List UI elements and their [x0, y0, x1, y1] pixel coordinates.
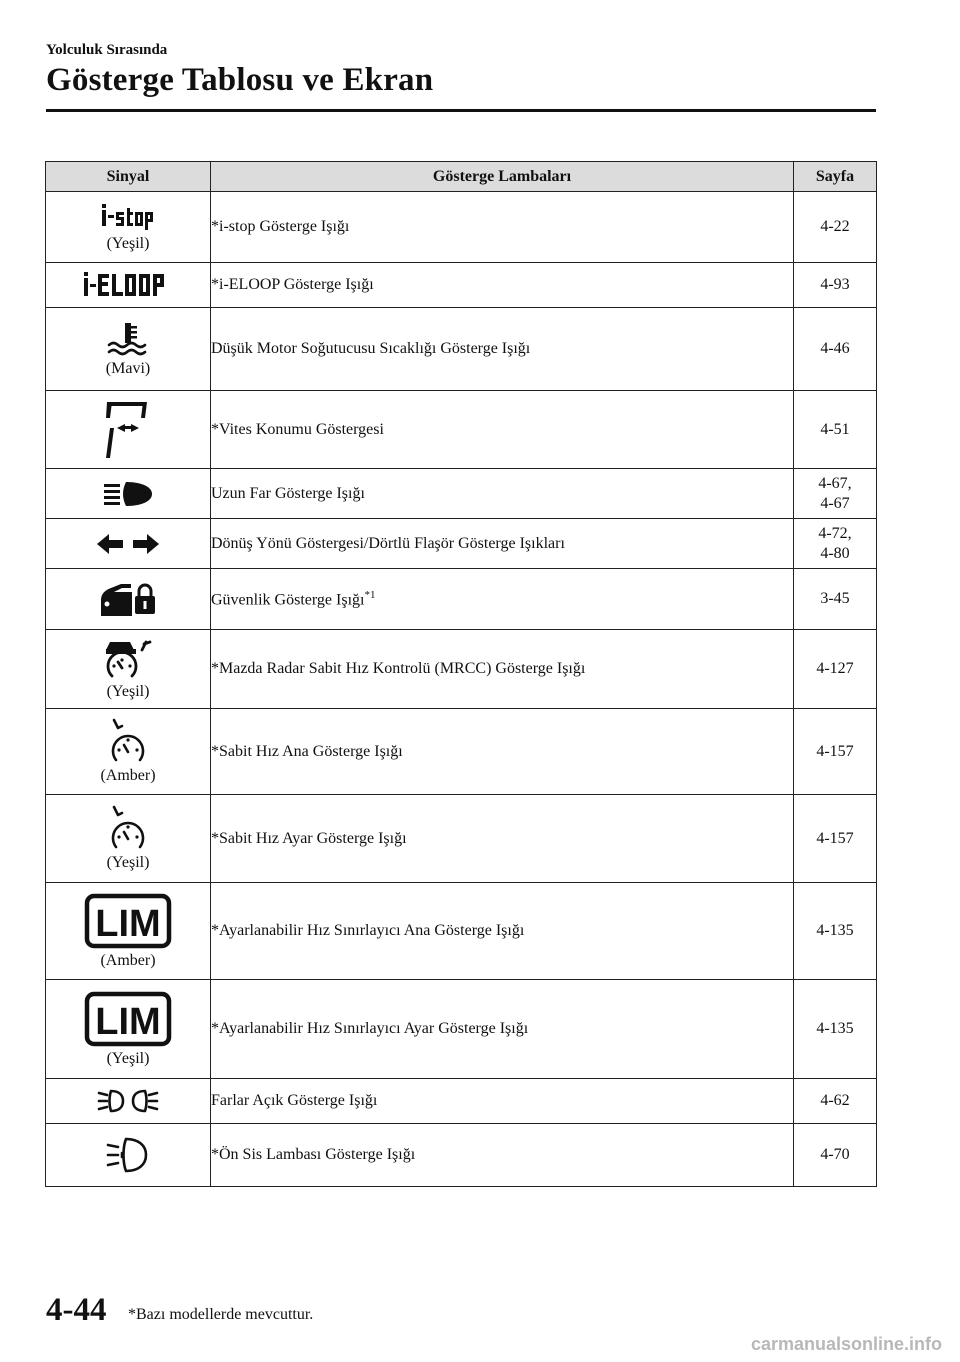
page-ref-value: 4-157 [816, 742, 854, 760]
page-ref-value: 4-62 [820, 1092, 850, 1109]
indicator-name: *Vites Konumu Göstergesi [211, 391, 794, 469]
turn-signal-icon [95, 531, 161, 557]
security-icon [97, 580, 159, 618]
table-row [46, 709, 877, 795]
table-row [46, 469, 877, 519]
indicator-name: *Ayarlanabilir Hız Sınırlayıcı Ayar Gösterge Işığı [211, 980, 794, 1079]
indicator-name: Farlar Açık Gösterge Işığı [211, 1079, 794, 1124]
table-row [46, 391, 877, 469]
gear-position-icon [103, 398, 153, 462]
signal-cell [46, 980, 211, 1079]
table-header-row [46, 162, 877, 192]
table-row [46, 569, 877, 630]
table-row [46, 192, 877, 263]
signal-cell [46, 192, 211, 263]
signal-cell [46, 883, 211, 980]
page-ref-value: 4-51 [820, 420, 850, 438]
column-header-page: Sayfa [794, 162, 877, 192]
page-ref [794, 308, 877, 391]
table-row [46, 1124, 877, 1187]
table-row [46, 883, 877, 980]
page-ref [794, 192, 877, 263]
page-ref [794, 1124, 877, 1187]
color-note: (Yeşil) [106, 682, 150, 700]
indicator-name: Uzun Far Gösterge Işığı [211, 469, 794, 519]
page-ref [794, 469, 877, 519]
page-ref [794, 391, 877, 469]
indicator-name: Dönüş Yönü Göstergesi/Dörtlü Flaşör Gösterge Işıkları [211, 519, 794, 569]
page-ref-value: 4-80 [820, 544, 850, 562]
page-number: 4-44 [46, 1292, 107, 1328]
i-stop-icon [100, 202, 156, 232]
signal-cell [46, 469, 211, 519]
indicator-name: *Ayarlanabilir Hız Sınırlayıcı Ana Gösterge Işığı [211, 883, 794, 980]
lim-main-icon [84, 893, 172, 949]
page-ref-value: 4-72, [818, 524, 852, 542]
front-fog-icon [106, 1135, 150, 1175]
signal-cell [46, 1124, 211, 1187]
page-ref [794, 1079, 877, 1124]
indicator-table [45, 161, 877, 1187]
signal-cell [46, 795, 211, 883]
signal-cell [46, 630, 211, 709]
signal-cell [46, 263, 211, 308]
color-note: (Amber) [100, 951, 156, 969]
lim-label: LIM [95, 902, 161, 945]
page-ref-value: 4-70 [820, 1146, 850, 1163]
page-ref [794, 883, 877, 980]
page-ref [794, 519, 877, 569]
page-ref [794, 630, 877, 709]
indicator-name: *i-stop Gösterge Işığı [211, 192, 794, 263]
indicator-name: *Mazda Radar Sabit Hız Kontrolü (MRCC) Gösterge Işığı [211, 630, 794, 709]
page-ref [794, 795, 877, 883]
radar-cruise-icon [102, 638, 154, 680]
signal-cell [46, 391, 211, 469]
page-ref-value: 4-22 [820, 218, 850, 235]
signal-cell [46, 709, 211, 795]
signal-cell [46, 569, 211, 630]
page-ref-value: 4-67, [818, 474, 852, 492]
page-ref [794, 569, 877, 630]
column-header-signal: Sinyal [46, 162, 211, 192]
watermark: carmanualsonline.info [750, 1334, 942, 1354]
page-ref-value: 4-67 [820, 494, 850, 512]
headlights-on-icon [97, 1087, 159, 1115]
page-ref-value: 4-93 [820, 276, 850, 293]
page-ref-value: 4-46 [820, 340, 850, 357]
page-ref [794, 263, 877, 308]
signal-cell [46, 1079, 211, 1124]
page-ref [794, 980, 877, 1079]
column-header-indicator: Gösterge Lambaları [211, 162, 794, 192]
table-row [46, 519, 877, 569]
lim-label: LIM [95, 1000, 161, 1043]
cruise-set-icon [106, 805, 150, 851]
indicator-name: *Ön Sis Lambası Gösterge Işığı [211, 1124, 794, 1187]
i-eloop-icon [82, 270, 174, 300]
footnote-mark: *1 [364, 588, 376, 601]
signal-cell [46, 308, 211, 391]
footnote: *Bazı modellerde mevcuttur. [128, 1306, 314, 1323]
cruise-main-icon [106, 718, 150, 764]
indicator-name: *Sabit Hız Ayar Gösterge Işığı [211, 795, 794, 883]
indicator-name-text: Güvenlik Gösterge Işığı [211, 591, 365, 609]
table-row [46, 263, 877, 308]
color-note: (Mavi) [105, 359, 151, 377]
section-label: Yolculuk Sırasında [46, 42, 168, 58]
indicator-name: *Sabit Hız Ana Gösterge Işığı [211, 709, 794, 795]
indicator-name [211, 569, 794, 630]
table-row [46, 795, 877, 883]
color-note: (Yeşil) [106, 234, 150, 252]
table-row [46, 1079, 877, 1124]
color-note: (Yeşil) [106, 854, 150, 871]
table-row [46, 980, 877, 1079]
page-ref-value: 3-45 [820, 590, 850, 607]
high-beam-icon [102, 480, 154, 508]
page-title: Gösterge Tablosu ve Ekran [46, 62, 434, 98]
table-row [46, 630, 877, 709]
page-ref-value: 4-127 [816, 660, 854, 677]
color-note: (Yeşil) [106, 1049, 150, 1067]
page-ref-value: 4-135 [816, 922, 854, 939]
indicator-name: Düşük Motor Soğutucusu Sıcaklığı Gösterge Işığı [211, 308, 794, 391]
signal-cell [46, 519, 211, 569]
color-note: (Amber) [100, 767, 156, 784]
page-ref-value: 4-157 [816, 829, 854, 847]
lim-set-icon [84, 991, 172, 1047]
title-rule [46, 109, 876, 112]
table-row [46, 308, 877, 391]
page-ref-value: 4-135 [816, 1020, 854, 1037]
coolant-temperature-icon [105, 321, 151, 357]
page-ref [794, 709, 877, 795]
indicator-name: *i-ELOOP Gösterge Işığı [211, 263, 794, 308]
